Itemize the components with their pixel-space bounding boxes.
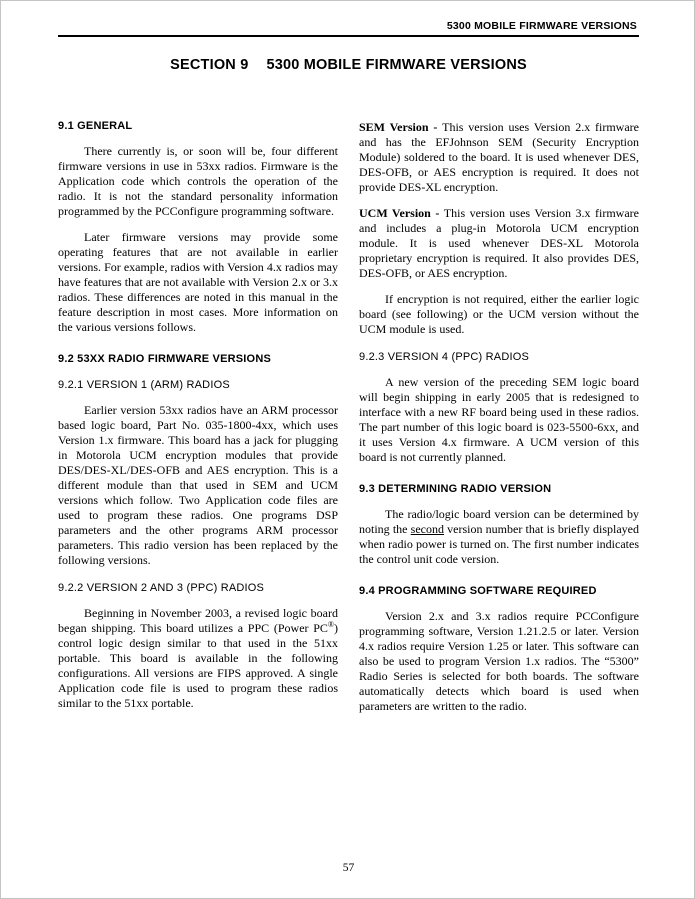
- title-section-number: SECTION 9: [170, 57, 249, 73]
- column-right: [359, 120, 639, 725]
- registered-trademark-symbol: ®: [327, 620, 334, 629]
- paragraph-sem-version: [359, 120, 639, 195]
- column-left: [58, 120, 338, 725]
- paragraph-9-2-3: A new version of the preceding SEM logic board will begin shipping in early 2005 that is redesigned to interface with a new RF board being used in these radios. The part number of this logic board is 023-5500-6xx, and it uses Version 4.x firmware. A UCM version of this board is not currently planned.: [359, 375, 639, 464]
- paragraph-9-3: [359, 507, 639, 567]
- sem-version-text: This version uses Version 2.x firmware and has the EFJohnson SEM (Security Encryption Module) soldered to the board. It is used whenever DES, DES-OFB, or AES encryption is required. It does not provide DES-XL encryption.: [359, 120, 639, 194]
- paragraph-9-2-2-text-b: ) control logic design similar to that used in the 51xx portable. This board is available in the following configurations. All versions are FIPS approved. A single Application code file is used to program these radios similar to the 51xx portable.: [58, 621, 338, 710]
- ucm-version-label: UCM Version -: [359, 206, 444, 220]
- paragraph-encryption-note: If encryption is not required, either the earlier logic board (see following) or the UCM version without the UCM module is used.: [359, 292, 639, 336]
- header-rule: [58, 35, 639, 37]
- paragraph-9-3-text-b: version number that is briefly displayed when radio power is turned on. The first number indicates the control unit code version.: [359, 522, 639, 566]
- paragraph-9-1-2: Later firmware versions may provide some operating features that are not available in earlier versions. For example, radios with Version 4.x radios may have features that are not available with Version 2.x or 3.x radios. These differences are noted in this manual in the feature description in most cases. More information on the various versions follows.: [58, 230, 338, 334]
- heading-9-2-3-version4-ppc: 9.2.3 VERSION 4 (PPC) RADIOS: [359, 351, 530, 363]
- sem-version-label: SEM Version -: [359, 120, 443, 134]
- paragraph-9-3-underlined-word: second: [410, 522, 444, 536]
- page-title: [1, 57, 695, 73]
- ucm-version-text: This version uses Version 3.x firmware and includes a plug-in Motorola UCM encryption module. It is used whenever DES-XL Motorola proprietary encryption is required. It also provides DES, DES-OFB, or AES encryption.: [359, 206, 639, 280]
- paragraph-ucm-version: [359, 206, 639, 281]
- heading-9-2-firmware-versions: 9.2 53XX RADIO FIRMWARE VERSIONS: [58, 353, 271, 365]
- heading-9-3-determining-radio-version: 9.3 DETERMINING RADIO VERSION: [359, 483, 552, 495]
- running-header: 5300 MOBILE FIRMWARE VERSIONS: [446, 20, 637, 32]
- paragraph-9-2-1: Earlier version 53xx radios have an ARM processor based logic board, Part No. 035-1800-4xx, which uses Version 1.x firmware. This board has a jack for plugging in Motorola UCM encryption modules that provide DES/DES-XL/DES-OFB and AES encryption. This is a different module than that used in SEM and UCM versions which follow. Two Application code files are used to program these radios. One programs DSP parameters and the other programs ARM processor parameters. This radio version has been replaced by the following versions.: [58, 403, 338, 567]
- paragraph-9-2-2-text-a: Beginning in November 2003, a revised logic board began shipping. This board utilizes a PPC (Power PC: [58, 606, 338, 635]
- title-text: 5300 MOBILE FIRMWARE VERSIONS: [266, 57, 527, 73]
- paragraph-9-2-2: [58, 606, 338, 711]
- heading-9-4-programming-software: 9.4 PROGRAMMING SOFTWARE REQUIRED: [359, 585, 597, 597]
- page-number: 57: [342, 862, 355, 874]
- paragraph-9-3-text-a: The radio/logic board version can be determined by noting the: [359, 507, 639, 536]
- paragraph-9-1-1: There currently is, or soon will be, four different firmware versions in use in 53xx radios. Firmware is the Application code which controls the operation of the radio. It is not the standard personality information programmed by the PCConfigure programming software.: [58, 144, 338, 218]
- heading-9-2-1-version1-arm: 9.2.1 VERSION 1 (ARM) RADIOS: [58, 379, 230, 391]
- heading-9-2-2-version2-3-ppc: 9.2.2 VERSION 2 AND 3 (PPC) RADIOS: [58, 582, 265, 594]
- paragraph-9-4: Version 2.x and 3.x radios require PCConfigure programming software, Version 1.21.2.5 or later. Version 4.x radios require Version 1.25 or later. This software can also be used to program Version 1.x radios. The “5300” Radio Series is selected for both boards. The software automatically detects which board is used when parameters are written to the radio.: [359, 609, 639, 713]
- two-column-body: [58, 120, 639, 725]
- heading-9-1-general: 9.1 GENERAL: [58, 120, 133, 132]
